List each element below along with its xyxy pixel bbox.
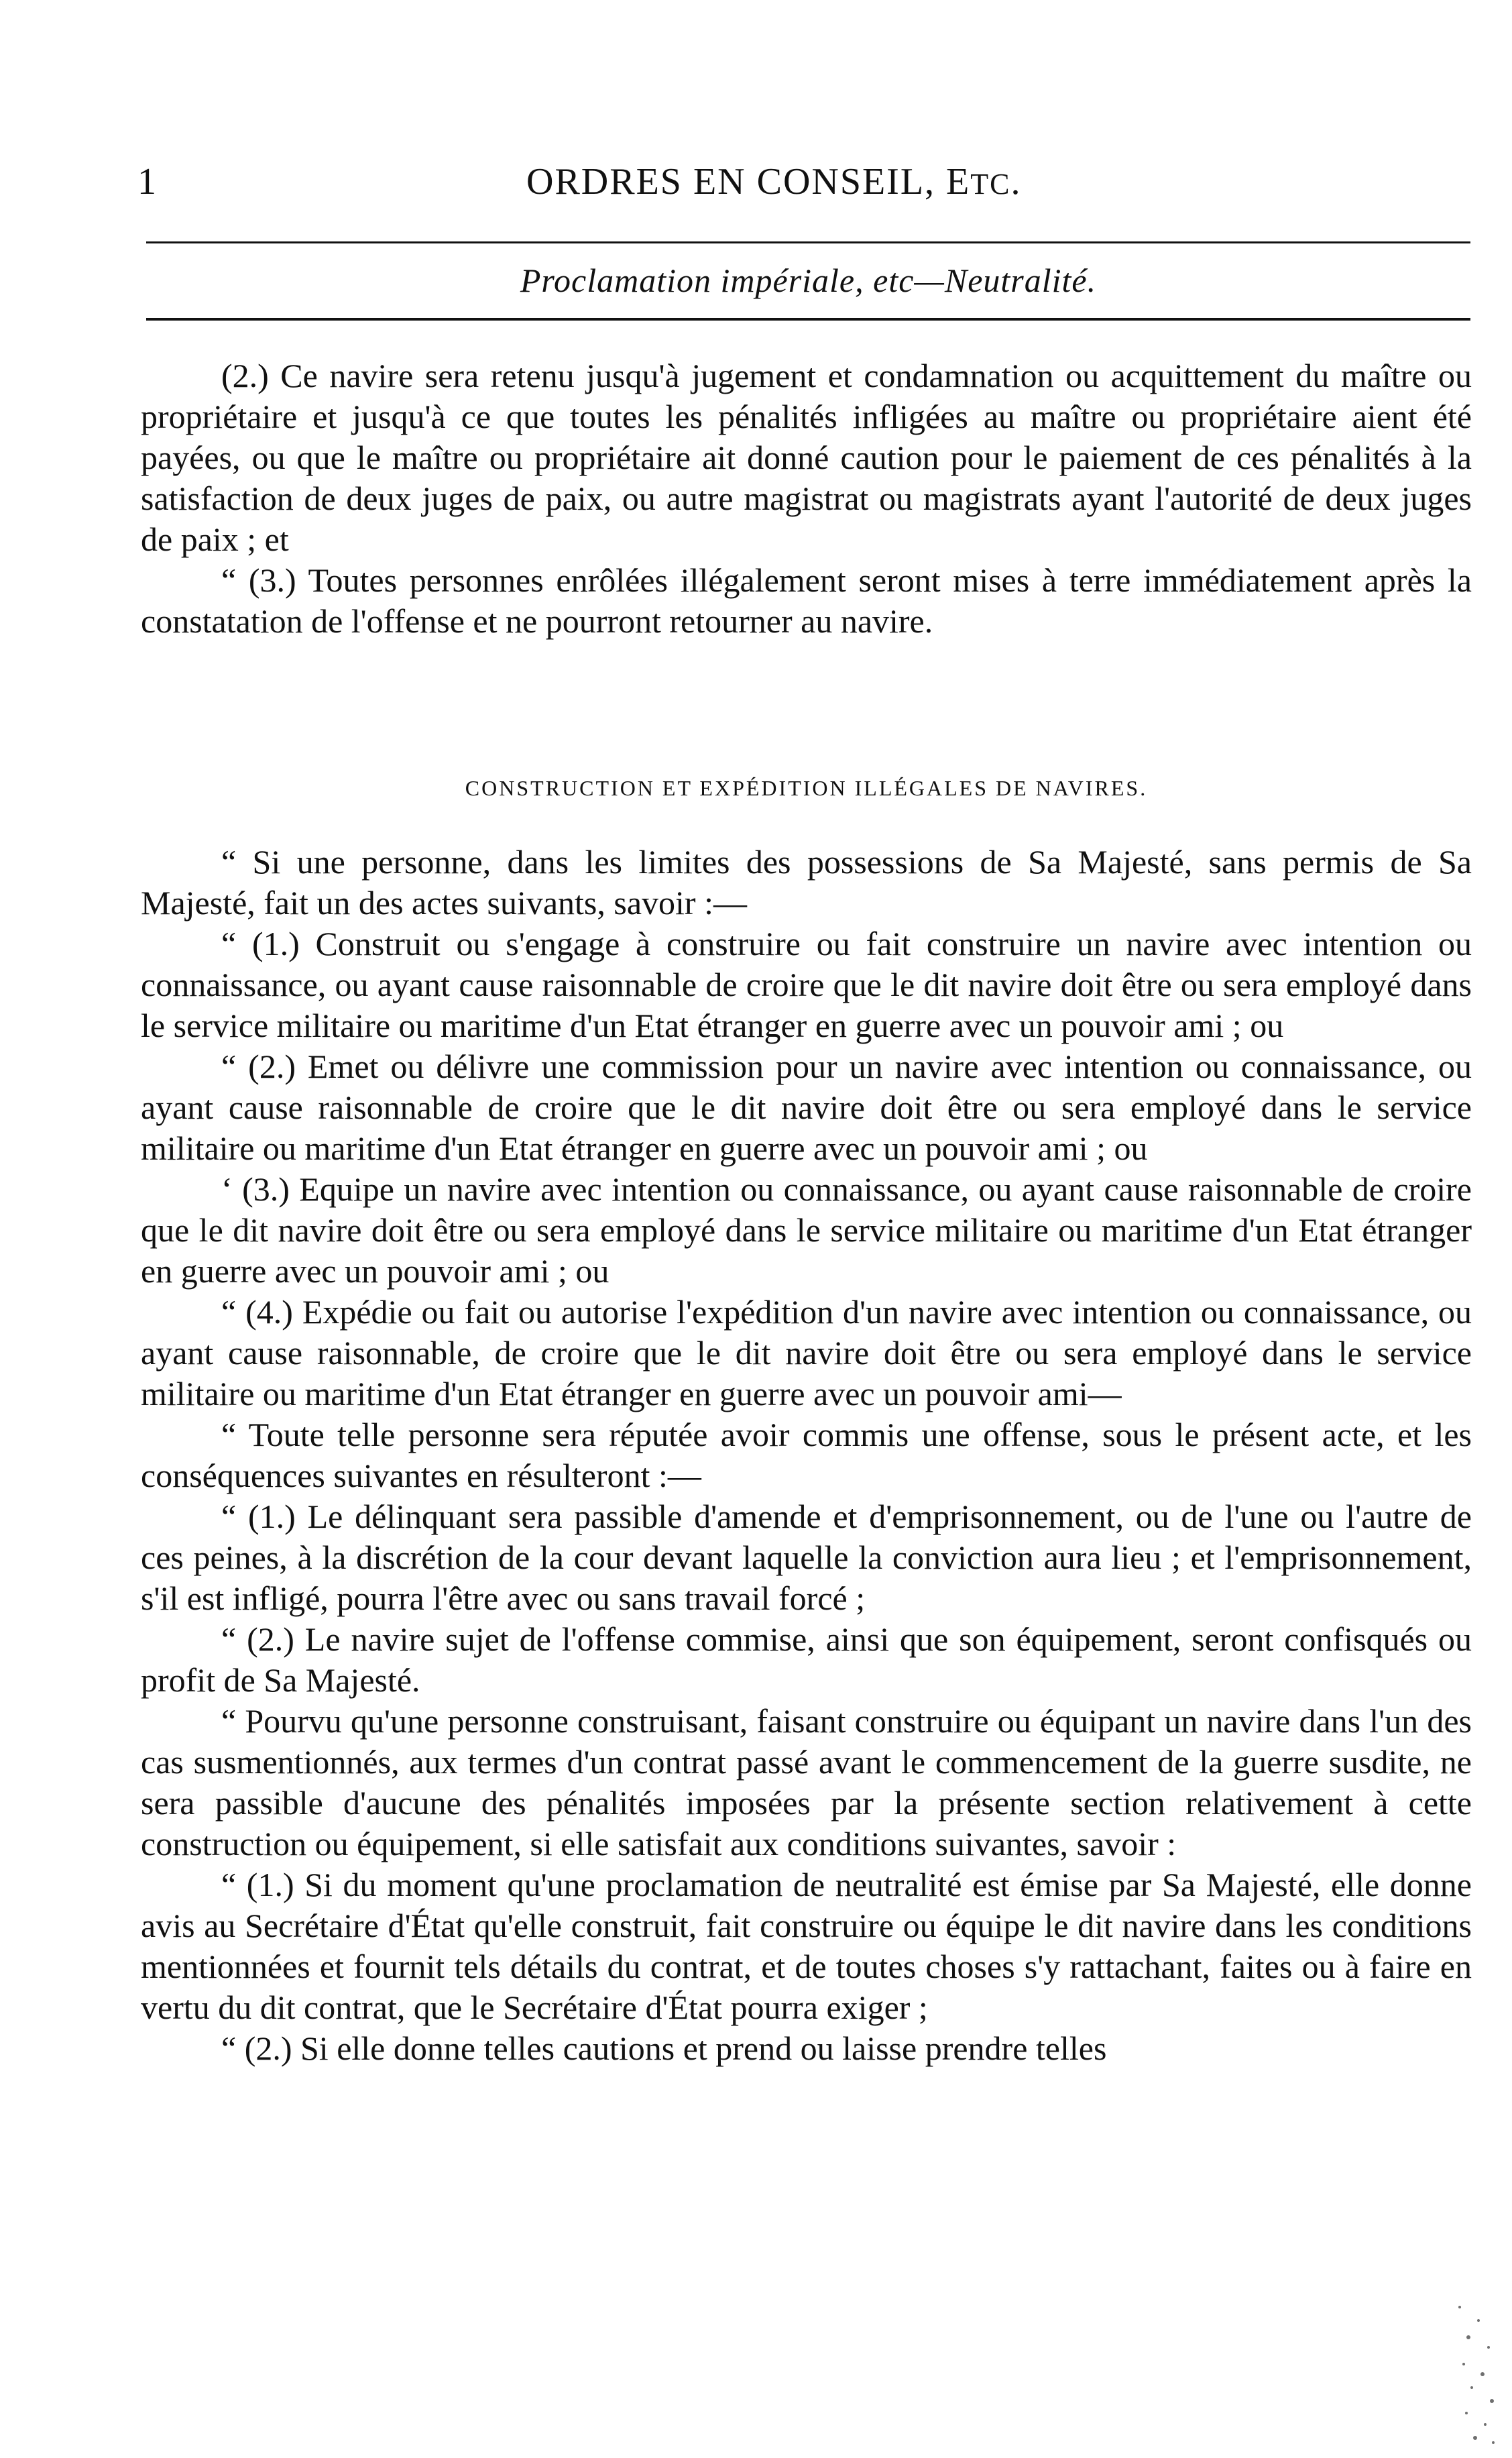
- section-heading: CONSTRUCTION ET EXPÉDITION ILLÉGALES DE NAVIRES.: [465, 776, 1148, 800]
- paragraph: “ (1.) Le délinquant sera passible d'amende et d'emprisonnement, ou de l'une ou l'autre de ces peines, à la discrétion de la cour devant laquelle la conviction aura lieu ; et l'emprisonnement, s'il est infligé, pourra l'être avec ou sans travail forcé ;: [141, 1498, 1472, 1617]
- paragraph: (2.) Ce navire sera retenu jusqu'à jugement et condamnation ou acquittement du maître ou propriétaire et jusqu'à ce que toutes les pénalités infligées au maître ou propriétaire aient été payées, ou que le maître ou propriétaire ait donné caution pour le paiement de ces pénalités à la satisfaction de deux juges de paix, ou autre magistrat ou magistrats ayant l'autorité de deux juges de paix ; et: [141, 357, 1472, 558]
- page-title-smallcaps: TC: [970, 168, 1011, 201]
- paragraph: “ (1.) Construit ou s'engage à construire ou fait construire un navire avec intention ou connaissance, ou ayant cause raisonnable de croire que le dit navire doit être ou sera employé dans le service militaire ou maritime d'un Etat étranger en guerre avec un pouvoir ami ; ou: [141, 925, 1472, 1044]
- subheading: Proclamation impériale, etc—Neutralité.: [520, 262, 1097, 299]
- paragraph: “ Pourvu qu'une personne construisant, faisant construire ou équipant un navire dans l'un des cas susmentionnés, aux termes d'un contrat passé avant le commencement de la guerre susdite, ne sera passible d'aucune des pénalités imposées par la présente section relativement à cette construction ou équipement, si elle satisfait aux conditions suivantes, savoir :: [141, 1702, 1472, 1862]
- paragraph: “ (2.) Si elle donne telles cautions et prend ou laisse prendre telles: [221, 2029, 1107, 2067]
- paragraph: “ Si une personne, dans les limites des possessions de Sa Majesté, sans permis de Sa Majesté, fait un des actes suivants, savoir :—: [141, 843, 1472, 921]
- running-head: [137, 158, 1472, 205]
- paragraph: “ Toute telle personne sera réputée avoir commis une offense, sous le présent acte, et les conséquences suivantes en résulteront :—: [141, 1416, 1472, 1494]
- text-block-2: [141, 842, 1472, 2069]
- scan-edge-speckle: [1452, 2300, 1499, 2448]
- paragraph: “ (1.) Si du moment qu'une proclamation de neutralité est émise par Sa Majesté, elle donne avis au Secrétaire d'État qu'elle construit, fait construire ou équipe le dit navire dans les conditions mentionnées et fournit tels détails du contrat, et de toutes choses s'y rattachant, faites ou à faire en vertu du dit contrat, que le Secrétaire d'État pourra exiger ;: [141, 1866, 1472, 2026]
- paragraph: “ (3.) Toutes personnes enrôlées illégalement seront mises à terre immédiatement après la constatation de l'offense et ne pourront retourner au navire.: [141, 561, 1472, 640]
- header-rule-bottom: [146, 318, 1470, 321]
- page-title-main: ORDRES EN CONSEIL, E: [526, 161, 971, 203]
- paragraph: “ (2.) Le navire sujet de l'offense commise, ainsi que son équipement, seront confisqués ou profit de Sa Majesté.: [141, 1620, 1472, 1699]
- paragraph: “ (2.) Emet ou délivre une commission pour un navire avec intention ou connaissance, ou ayant cause raisonnable de croire que le dit navire doit être ou sera employé dans le service militaire ou maritime d'un Etat étranger en guerre avec un pouvoir ami ; ou: [141, 1048, 1472, 1167]
- header-rule-top: [146, 241, 1470, 243]
- page-title-period: .: [1010, 161, 1022, 203]
- page-title: [526, 158, 1021, 208]
- paragraph: “ (4.) Expédie ou fait ou autorise l'expédition d'un navire avec intention ou connaissance, ou ayant cause raisonnable, de croire que le dit navire doit être ou sera employé dans le service militaire ou maritime d'un Etat étranger en guerre avec un pouvoir ami—: [141, 1293, 1472, 1412]
- paragraph: ‘ (3.) Equipe un navire avec intention ou connaissance, ou ayant cause raisonnable de croire que le dit navire doit être ou sera employé dans le service militaire ou maritime d'un Etat étranger en guerre avec un pouvoir ami ; ou: [141, 1170, 1472, 1290]
- text-block-1: [141, 355, 1472, 642]
- page-number: 1: [137, 161, 156, 203]
